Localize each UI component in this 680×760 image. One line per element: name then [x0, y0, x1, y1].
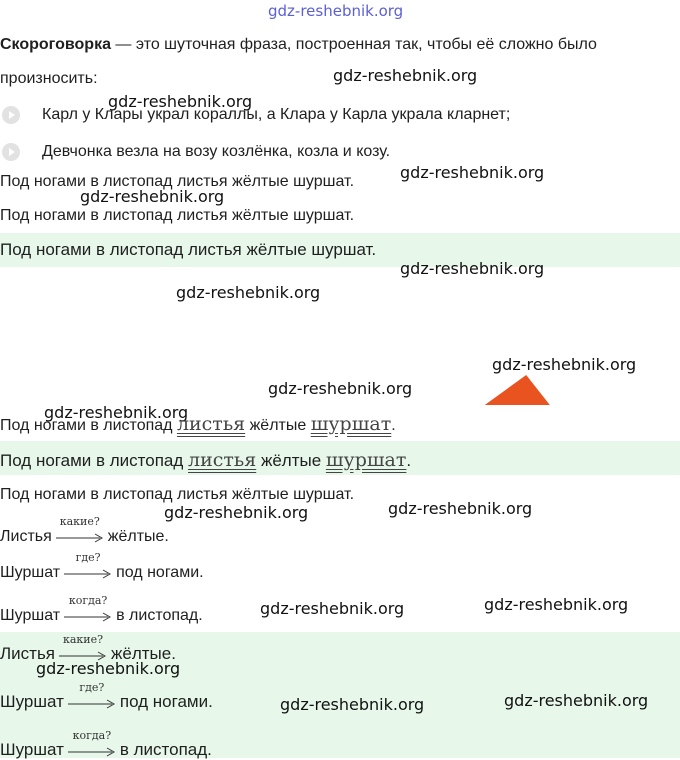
relation-question: где? [75, 550, 101, 564]
watermark: gdz-reshebnik.org [44, 403, 189, 422]
relation-2 [0, 550, 204, 582]
relation-from: Листья [0, 644, 56, 663]
term-skorogovorka: Скороговорка [0, 36, 111, 53]
relation-3 [0, 593, 203, 625]
predicate-word: шуршат [310, 413, 392, 435]
relation-from: Шуршат [0, 692, 64, 711]
watermark: gdz-reshebnik.org [36, 659, 181, 678]
example-2: Девчонка везла на возу козлёнка, козла и козу. [42, 143, 391, 160]
definition-line-1 [0, 36, 597, 54]
relation-question: какие? [62, 632, 104, 646]
relation-1 [0, 514, 169, 546]
relation-to: жёлтые. [107, 528, 169, 545]
watermark: gdz-reshebnik.org [504, 691, 649, 710]
relation-2-highlight [0, 680, 213, 712]
relation-3-highlight [0, 728, 212, 760]
watermark: gdz-reshebnik.org [176, 283, 321, 302]
parsed-middle: жёлтые [256, 451, 326, 470]
watermark: gdz-reshebnik.org [260, 599, 405, 618]
arrow-icon [68, 728, 116, 759]
parsed-line [0, 413, 396, 435]
example-1: Карл у Клары украл кораллы, а Клара у Карла украла кларнет; [42, 106, 511, 123]
watermark: gdz-reshebnik.org [484, 595, 629, 614]
parsed-middle: жёлтые [245, 417, 311, 434]
plain-line-2: Под ногами в листопад листья жёлтые шуршат. [0, 207, 355, 224]
bullet-icon [2, 143, 20, 161]
watermark: gdz-reshebnik.org [108, 92, 253, 111]
parsed-end: . [406, 451, 412, 470]
watermark: gdz-reshebnik.org [400, 259, 545, 278]
plain-line-3: Под ногами в листопад листья жёлтые шуршат. [0, 486, 355, 503]
bullet-icon [2, 106, 20, 124]
relation-from: Шуршат [0, 740, 64, 759]
parsed-prefix: Под ногами в листопад [0, 417, 177, 434]
plain-line-1: Под ногами в листопад листья жёлтые шуршат. [0, 173, 355, 190]
relation-to: под ногами. [119, 692, 213, 711]
watermark: gdz-reshebnik.org [268, 2, 404, 20]
relation-to: под ногами. [116, 564, 204, 581]
watermark: gdz-reshebnik.org [388, 499, 533, 518]
definition-line-2: произносить: [0, 70, 98, 87]
arrow-icon [68, 680, 116, 711]
relation-question: какие? [59, 514, 100, 528]
relation-question: где? [79, 680, 105, 694]
watermark: gdz-reshebnik.org [333, 66, 478, 85]
parsed-line-highlight [0, 449, 411, 471]
arrow-icon [64, 550, 112, 581]
subject-word: листья [188, 449, 257, 471]
relation-from: Листья [0, 528, 52, 545]
relation-to: в листопад. [119, 740, 212, 759]
watermark: gdz-reshebnik.org [280, 695, 425, 714]
parsed-end: . [391, 417, 396, 434]
relation-from: Шуршат [0, 564, 61, 581]
relation-from: Шуршат [0, 607, 61, 624]
relation-question: когда? [72, 728, 112, 742]
orange-shape [485, 375, 556, 405]
watermark: gdz-reshebnik.org [164, 503, 309, 522]
predicate-word: шуршат [325, 449, 407, 471]
watermark: gdz-reshebnik.org [80, 187, 225, 206]
definition-text: — это шуточная фраза, построенная так, чтобы её сложно было [110, 36, 597, 53]
arrow-icon [64, 593, 112, 624]
arrow-icon [56, 514, 104, 545]
relation-question: когда? [68, 593, 108, 607]
subject-word: листья [176, 413, 246, 435]
watermark: gdz-reshebnik.org [400, 163, 545, 182]
relation-to: в листопад. [116, 607, 203, 624]
watermark: gdz-reshebnik.org [268, 379, 413, 398]
highlight-line: Под ногами в листопад листья жёлтые шуршат. [0, 240, 377, 259]
relation-to: жёлтые. [111, 644, 176, 663]
watermark: gdz-reshebnik.org [492, 355, 637, 374]
parsed-prefix: Под ногами в листопад [0, 451, 188, 470]
